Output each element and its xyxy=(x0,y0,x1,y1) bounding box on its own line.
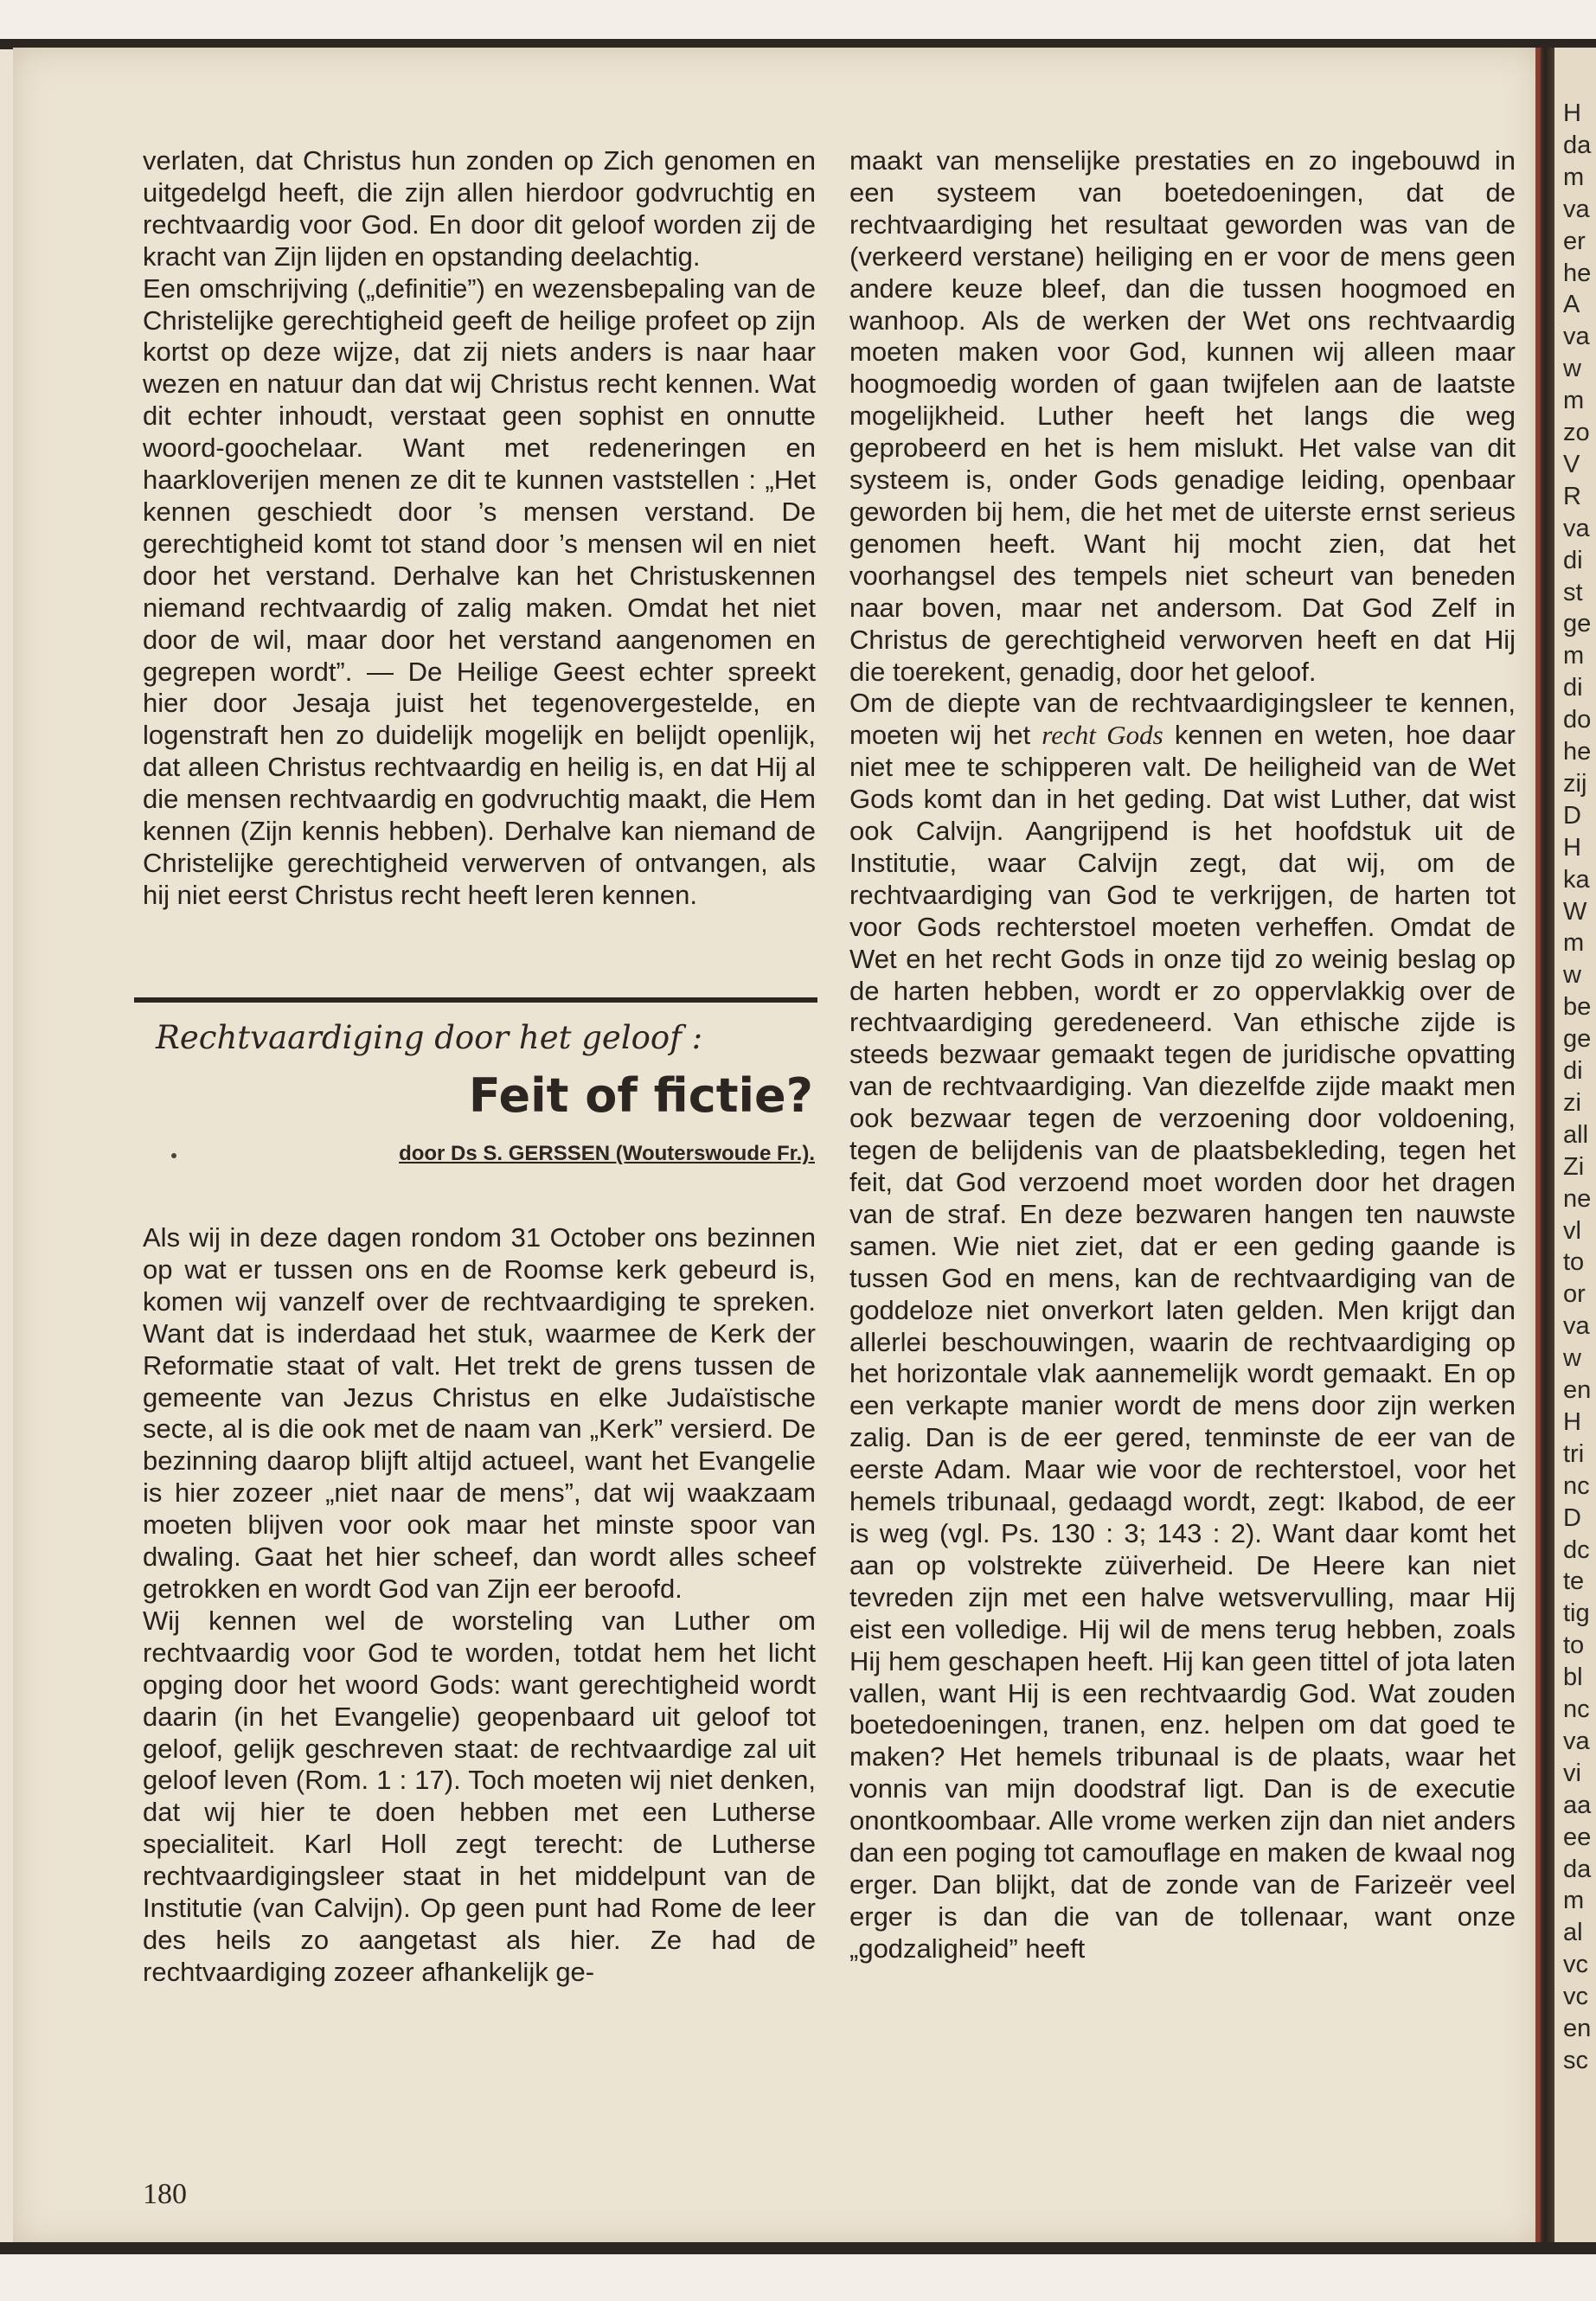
facing-page-text-fragment: zij xyxy=(1563,769,1587,798)
facing-page-text-fragment: er xyxy=(1563,227,1586,255)
left-definition-paragraph: Een omschrijving („definitie”) en wezensbepaling van de Christelijke gerechtigheid geeft de heilige profeet op zijn kortst op deze wijze, dat zij niets anders is naar haar wezen en natuur dan dat wij Christus recht kennen. Wat dit echter inhoudt, verstaat geen sophist en onnutte woord-goochelaar. Want met redeneringen en haarkloverijen menen ze dit te kunnen vaststellen : „Het kennen geschiedt door ’s mensen verstand. De gerechtigheid komt tot stand door ’s mensen wil en niet door het verstand. Derhalve kan het Christuskennen niemand rechtvaardig of zalig maken. Omdat het niet door de wil, maar door het verstand aangenomen en gegrepen wordt”. — De Heilige Geest echter spreekt hier door Jesaja juist het tegenovergestelde, en logenstraft hen zo duidelijk mogelijk en belijdt openlijk, dat alleen Christus rechtvaardig en heilig is, en dat Hij al die mensen rechtvaardig en godvruchtig maakt, die Hem kennen (Zijn kennis hebben). Derhalve kan niemand de Christelijke gerechtigheid verwerven of ontvangen, als hij niet eerst Christus recht heeft leren kennen. xyxy=(143,272,816,910)
facing-page-text-fragment: all xyxy=(1563,1120,1589,1149)
facing-page-text-fragment: al xyxy=(1563,1919,1583,1947)
facing-page-text-fragment: he xyxy=(1563,259,1592,287)
facing-page-text-fragment: te xyxy=(1563,1567,1585,1596)
facing-page-text-fragment: to xyxy=(1563,1248,1585,1277)
facing-page-text-fragment: w xyxy=(1563,961,1581,990)
facing-page-text-fragment: m xyxy=(1563,1887,1585,1915)
article-divider xyxy=(134,997,817,1003)
facing-page-text-fragment: m xyxy=(1563,163,1585,191)
facing-page-text-fragment: ee xyxy=(1563,1823,1592,1851)
facing-page-text-fragment: D xyxy=(1563,1503,1581,1532)
facing-page-text-fragment: D xyxy=(1563,801,1581,830)
facing-page-text-fragment: di xyxy=(1563,546,1583,574)
facing-page-text-fragment: tri xyxy=(1563,1439,1585,1468)
facing-page-text-fragment: to xyxy=(1563,1631,1585,1660)
facing-page-text-fragment: da xyxy=(1563,131,1592,159)
facing-page-fragment xyxy=(1554,48,1596,2245)
facing-page-text-fragment: tig xyxy=(1563,1599,1590,1628)
facing-page-text-fragment: vc xyxy=(1563,1983,1588,2011)
article-paragraph-1: Als wij in deze dagen rondom 31 October ons bezinnen op wat er tussen ons en de Roomse kerk gebeurd is, komen wij vanzelf over de rechtvaardiging te spreken. Want dat is inderdaad het stuk, waarmee de Kerk der Reformatie staat of valt. Het trekt de grens tussen de gemeente van Jezus Christus en elke Judaïstische secte, al is die ook met de naam van „Kerk” versierd. De bezinning daarop blijft altijd actueel, want het Evangelie is hier zozeer „niet naar de mens”, dat wij waakzaam moeten blijven voor ook maar het minste spoor van dwaling. Gaat het hier scheef, dan wordt alles scheef getrokken en wordt God van Zijn eer beroofd. xyxy=(143,1222,816,1604)
facing-page-text-fragment: aa xyxy=(1563,1791,1592,1819)
print-speck xyxy=(171,1153,176,1158)
facing-page-text-fragment: en xyxy=(1563,1376,1592,1404)
article-title: Feit of fictie? xyxy=(468,1068,813,1123)
facing-page-text-fragment: be xyxy=(1563,993,1592,1022)
right-column xyxy=(849,145,1516,1965)
facing-page-text-fragment: H xyxy=(1563,833,1581,862)
facing-page-text-fragment: va xyxy=(1563,195,1590,223)
facing-page-text-fragment: zo xyxy=(1563,419,1590,446)
page-edge-tint xyxy=(1535,48,1541,2245)
facing-page-text-fragment: vc xyxy=(1563,1951,1588,1979)
facing-page-text-fragment: va xyxy=(1563,1727,1590,1755)
facing-page-text-fragment: ge xyxy=(1563,610,1592,638)
page-number: 180 xyxy=(143,2178,187,2210)
facing-page-text-fragment: da xyxy=(1563,1855,1592,1883)
facing-page-text-fragment: nc xyxy=(1563,1471,1590,1500)
right-paragraph-1: maakt van menselijke prestaties en zo ingebouwd in een systeem van boetedoeningen, dat de rechtvaardiging het resultaat geworden was van de (verkeerd verstane) heiliging en er voor de mens geen andere keuze bleef, dan die tussen hoogmoed en wanhoop. Als de werken der Wet ons rechtvaardig moeten maken voor God, kunnen wij alleen maar hoogmoedig worden of gaan twijfelen aan de laatste mogelijkheid. Luther heeft het langs die weg geprobeerd en het is hem mislukt. Het valse van dit systeem is, onder Gods genadige leiding, openbaar geworden bij hem, die het met de uiterste ernst serieus genomen heeft. Want hij mocht zien, dat het voorhangsel des tempels niet scheurt van beneden naar boven, maar net andersom. Dat God Zelf in Christus de gerechtigheid verworven heeft en dat Hij die toerekent, genadig, door het geloof. xyxy=(849,145,1516,687)
facing-page-text-fragment: va xyxy=(1563,1312,1590,1341)
right-p2-part-b: kennen en weten, hoe daar niet mee te schipperen valt. De heiligheid van de Wet Gods komt dan in het geding. Dat wist Luther, dat wist ook Calvijn. Aangrijpend is het hoofdstuk uit de Institutie, waar Calvijn zegt, dat wij, om de rechtvaardiging van God te verkrijgen, de harten tot voor Gods rechterstoel moeten verheffen. Omdat de Wet en het recht Gods in onze tijd zo weinig beslag op de harten hebben, wordt er zo oppervlakkig over de rechtvaardiging geredeneerd. Van ethische zijde is steeds bezwaar gemaakt tegen de juridische opvatting van de rechtvaardiging. Van diezelfde zijde maakt men ook bezwaar tegen de verzoening door voldoening, tegen de belijdenis van de plaatsbekleding, tegen het feit, dat God verzoend moet worden door het dragen van de straf. En deze bezwaren hangen ten nauwste samen. Wie niet ziet, dat er een geding gaande is tussen God en mens, kan de rechtvaardiging van de goddeloze niet onverkort laten gelden. Men krijgt dan allerlei beschouwingen, waarin de rechtvaardiging op het horizontale vlak aannemelijk wordt gemaakt. En op een verkapte manier wordt de mens door zijn werken zalig. Dan is de eer gered, tenminste de eer van de eerste Adam. Maar wie voor de rechterstoel, voor het hemels tribunaal, gedaagd wordt, zegt: Ikabod, de eer is weg (vgl. Ps. 130 : 3; 143 : 2). Want daar komt het aan op volstrekte züiverheid. De Heere kan niet tevreden zijn met een halve wetsvervulling, maar Hij eist een volledige. Hij wil de mens terug hebben, zoals Hij hem geschapen heeft. Hij kan geen tittel of jota laten vallen, want Hij is een rechtvaardig God. Wat zouden boetedoeningen, tranen, enz. helpen om dat goed te maken? Het hemels tribunaal is de plaats, waar het vonnis van mijn doodstraf ligt. Dan is de executie onontkoombaar. Alle vrome werken zijn dan niet anders dan een poging tot camouflage en maken de kwaal nog erger. Dan blijkt, dat de zonde van de Farizeër veel erger is dan die van de tollenaar, want onze „godzaligheid” heeft xyxy=(849,720,1516,1964)
facing-page-text-fragment: or xyxy=(1563,1280,1586,1309)
facing-page-text-fragment: en xyxy=(1563,2015,1592,2042)
facing-page-text-fragment: sc xyxy=(1563,2046,1588,2074)
article-paragraph-2: Wij kennen wel de worsteling van Luther om rechtvaardig voor God te worden, totdat hem het licht opging door het woord Gods: want gerechtigheid wordt daarin (in het Evangelie) geopenbaard uit geloof tot geloof, gelijk geschreven staat: de rechtvaardige zal uit geloof leven (Rom. 1 : 17). Toch moeten wij niet denken, dat wij hier te doen hebben met een Lutherse specialiteit. Karl Holl zegt terecht: de Lutherse rechtvaardigingsleer staat in het middelpunt van de Institutie (van Calvijn). Op geen punt had Rome de leer des heils zo aangetast als hier. Ze had de rechtvaardiging zozeer afhankelijk ge- xyxy=(143,1605,816,1987)
facing-page-text-fragment: ka xyxy=(1563,865,1590,894)
facing-page-text-fragment: Zi xyxy=(1563,1152,1585,1181)
facing-page-text-fragment: w xyxy=(1563,1344,1581,1373)
facing-page-text-fragment: H xyxy=(1563,99,1581,127)
facing-page-text-fragment: he xyxy=(1563,738,1592,766)
article-body-left xyxy=(143,1222,816,1989)
left-intro-paragraph: verlaten, dat Christus hun zonden op Zich genomen en uitgedelgd heeft, die zijn allen hierdoor godvruchtig en rechtvaardig voor God. En door dit geloof worden zij de kracht van Zijn lijden en opstanding deelachtig. xyxy=(143,145,816,272)
article-kicker: Rechtvaardiging door het geloof : xyxy=(156,1019,703,1056)
facing-page-text-fragment: zi xyxy=(1563,1088,1581,1117)
facing-page-text-fragment: m xyxy=(1563,642,1585,670)
right-p2-emphasis: recht Gods xyxy=(1042,720,1163,751)
facing-page-text-fragment: ge xyxy=(1563,1025,1592,1054)
facing-page-text-fragment: w xyxy=(1563,355,1581,383)
right-paragraph-2 xyxy=(849,688,1516,1965)
facing-page-text-fragment: nc xyxy=(1563,1695,1590,1723)
facing-page-text-fragment: vl xyxy=(1563,1216,1581,1245)
article-byline: door Ds S. GERSSEN (Wouterswoude Fr.). xyxy=(399,1142,815,1165)
facing-page-text-fragment: bl xyxy=(1563,1663,1583,1692)
facing-page-text-fragment: A xyxy=(1563,291,1580,319)
facing-page-text-fragment: V xyxy=(1563,450,1580,478)
facing-page-text-fragment: st xyxy=(1563,578,1583,606)
facing-page-text-fragment: va xyxy=(1563,323,1590,351)
left-column xyxy=(143,145,816,912)
scan-bottom-edge xyxy=(0,2242,1596,2254)
facing-page-text-fragment: H xyxy=(1563,1407,1581,1436)
facing-page-text-fragment: R xyxy=(1563,482,1581,510)
facing-page-text-fragment: ne xyxy=(1563,1184,1592,1213)
right-p2-part-a: Om de diepte van de rechtvaardigingsleer te kennen, moeten wij het xyxy=(849,688,1516,751)
facing-page-text-fragment: m xyxy=(1563,387,1585,415)
facing-page-text-fragment: va xyxy=(1563,514,1590,542)
facing-page-text-fragment: do xyxy=(1563,706,1592,734)
facing-page-text-fragment: di xyxy=(1563,674,1583,702)
facing-page-text-fragment: vi xyxy=(1563,1759,1581,1787)
facing-page-text-fragment: di xyxy=(1563,1057,1583,1085)
facing-page-text-fragment: dc xyxy=(1563,1535,1590,1564)
facing-page-text-fragment: m xyxy=(1563,929,1585,958)
facing-page-text-fragment: W xyxy=(1563,897,1587,926)
